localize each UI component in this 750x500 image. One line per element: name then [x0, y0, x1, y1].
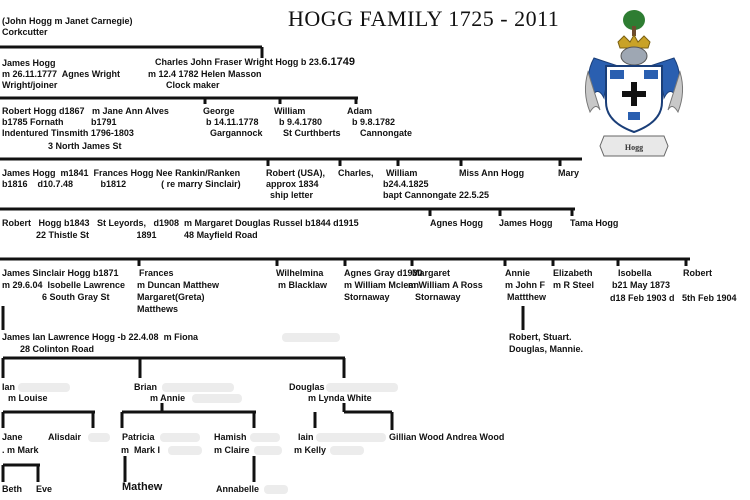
gen6-robert-1: Robert [683, 268, 712, 278]
gen2-james-2: m 26.11.1777 Agnes Wright [2, 69, 121, 79]
gen10-annabelle: Annabelle [216, 484, 260, 494]
gen7-james-1: James Ian Lawrence Hogg -b 22.4.08 m Fiona [2, 332, 199, 342]
redacted-surname [18, 383, 70, 392]
gen3-adam-1: Adam [347, 106, 373, 116]
gen6-annie-2: m John F [505, 280, 545, 290]
gen8-ian-1: Ian [2, 382, 16, 392]
gen6-agnes-1: Agnes Gray d1930 [344, 268, 423, 278]
gen9-jane-1: Jane [2, 432, 23, 442]
gen5-robert-1: Robert Hogg b1843 St Leyords, d1908 m Margaret Douglas Russel b1844 d1915 [2, 218, 359, 228]
gen6-agnes-3: Stornaway [344, 292, 390, 302]
gen6-frances-3: Margaret(Greta) [137, 292, 205, 302]
gen9-iain-2: m Kelly [294, 445, 327, 455]
gen3-george-2: b 14.11.1778 [206, 117, 259, 127]
gen5-robert-2: 22 Thistle St 1891 48 Mayfield Road [36, 230, 258, 240]
redacted-surname [330, 446, 364, 455]
gen6-annie-children-2: Douglas, Mannie. [509, 344, 584, 354]
gen9-gillian: Gillian Wood Andrea Wood [389, 432, 505, 442]
redacted-surname [282, 333, 340, 342]
gen4-william-1: William [386, 168, 418, 178]
gen9-jane-2: . m Mark [2, 445, 39, 455]
gen6-agnes-2: m William Mclean [344, 280, 419, 290]
gen5-agnes: Agnes Hogg [430, 218, 483, 228]
gen5-james: James Hogg [499, 218, 553, 228]
gen10-beth: Beth [2, 484, 22, 494]
gen5-tama: Tama Hogg [570, 218, 619, 228]
gen6-annie-1: Annie [505, 268, 531, 278]
gen3-george-3: Gargannock [210, 128, 263, 138]
gen9-hamish-2: m Claire [214, 445, 250, 455]
gen3-adam-2: b 9.8.1782 [352, 117, 396, 127]
gen4-robert-3: ship letter [270, 190, 314, 200]
gen8-brian-2: m Annie [150, 393, 186, 403]
gen6-wilhelmina-2: m Blacklaw [278, 280, 328, 290]
gen6-margaret-1: Margaret [412, 268, 451, 278]
gen6-isobella-3: d18 Feb 1903 d [610, 293, 675, 303]
gen6-robert-2: 5th Feb 1904 [682, 293, 737, 303]
gen4-charles: Charles, [338, 168, 374, 178]
gen8-ian-2: m Louise [8, 393, 48, 403]
gen4-william-2: b24.4.1825 [383, 179, 429, 189]
gen4-william-3: bapt Cannongate 22.5.25 [383, 190, 490, 200]
gen2-charles-name: Charles John Fraser Wright Hogg b 23. [155, 57, 322, 67]
gen6-elizabeth-2: m R Steel [553, 280, 595, 290]
gen3-george-1: George [203, 106, 235, 116]
gen3-adam-3: Cannongate [360, 128, 413, 138]
gen6-margaret-3: Stornaway [415, 292, 461, 302]
gen2-charles-2: m 12.4 1782 Helen Masson [148, 69, 262, 79]
gen3-robert-3: Indentured Tinsmith 1796-1803 [2, 128, 134, 138]
gen10-eve: Eve [36, 484, 53, 494]
gen3-robert-2: b1785 Fornath b1791 [2, 117, 117, 127]
gen6-james-2: m 29.6.04 Isobelle Lawrence [2, 280, 126, 290]
gen6-frances-1: Frances [139, 268, 174, 278]
gen8-douglas-1: Douglas [289, 382, 325, 392]
redacted-surname [160, 433, 200, 442]
gen2-james-1: James Hogg [2, 58, 56, 68]
gen9-alisdair: Alisdair [48, 432, 82, 442]
crest-motto: Hogg [624, 143, 644, 152]
gen4-james-1: James Hogg m1841 Frances Hogg Nee Rankin/Ranken [2, 168, 241, 178]
gen6-james-3: 6 South Gray St [42, 292, 110, 302]
gen3-william-2: b 9.4.1780 [279, 117, 323, 127]
gen3-william-3: St Curthberts [283, 128, 341, 138]
redacted-surname [264, 485, 288, 494]
gen4-robert-1: Robert (USA), [266, 168, 325, 178]
gen6-annie-children-1: Robert, Stuart. [509, 332, 572, 342]
gen1-line1: (John Hogg m Janet Carnegie) [2, 16, 133, 26]
gen6-margaret-2: m William A Ross [408, 280, 483, 290]
redacted-surname [168, 446, 202, 455]
gen6-elizabeth-1: Elizabeth [553, 268, 593, 278]
gen4-mary: Mary [558, 168, 580, 178]
gen4-ann: Miss Ann Hogg [459, 168, 525, 178]
gen2-charles-3: Clock maker [166, 80, 220, 90]
gen8-brian-1: Brian [134, 382, 158, 392]
gen2-james-3: Wright/joiner [2, 80, 58, 90]
gen3-robert-1: Robert Hogg d1867 m Jane Ann Alves [2, 106, 169, 116]
redacted-surname [88, 433, 110, 442]
gen6-isobella-1: Isobella [618, 268, 652, 278]
gen6-annie-3: Mattthew [507, 292, 546, 302]
gen6-isobella-2: b21 May 1873 [612, 280, 671, 290]
redacted-surname [192, 394, 242, 403]
redacted-surname [250, 433, 280, 442]
redacted-surname [162, 383, 234, 392]
gen6-james-1: James Sinclair Hogg b1871 [2, 268, 119, 278]
chart-title: HOGG FAMILY 1725 - 2011 [288, 6, 560, 31]
gen6-wilhelmina-1: Wilhelmina [276, 268, 324, 278]
gen4-robert-2: approx 1834 [266, 179, 319, 189]
gen7-james-2: 28 Colinton Road [20, 344, 94, 354]
gen4-james-2: b1816 d10.7.48 b1812 ( re marry Sinclair) [2, 179, 241, 189]
gen8-douglas-2: m Lynda White [308, 393, 372, 403]
gen9-patricia-2: m Mark I [121, 445, 161, 455]
gen2-charles-1 [155, 57, 355, 68]
gen9-patricia-1: Patricia [122, 432, 155, 442]
gen9-iain-1: Iain [298, 432, 314, 442]
redacted-surname [254, 446, 282, 455]
gen10-mathew: Mathew [122, 481, 163, 493]
gen6-frances-4: Matthews [137, 304, 179, 314]
gen3-robert-4: 3 North James St [48, 141, 122, 151]
gen9-hamish-1: Hamish [214, 432, 247, 442]
gen3-william-1: William [274, 106, 306, 116]
gen6-frances-2: m Duncan Matthew [137, 280, 220, 290]
gen1-line2: Corkcutter [2, 27, 48, 37]
gen2-charles-year: 6.1749 [321, 56, 356, 68]
family-crest-icon [574, 6, 694, 161]
redacted-surname [326, 383, 398, 392]
redacted-surname [316, 433, 386, 442]
